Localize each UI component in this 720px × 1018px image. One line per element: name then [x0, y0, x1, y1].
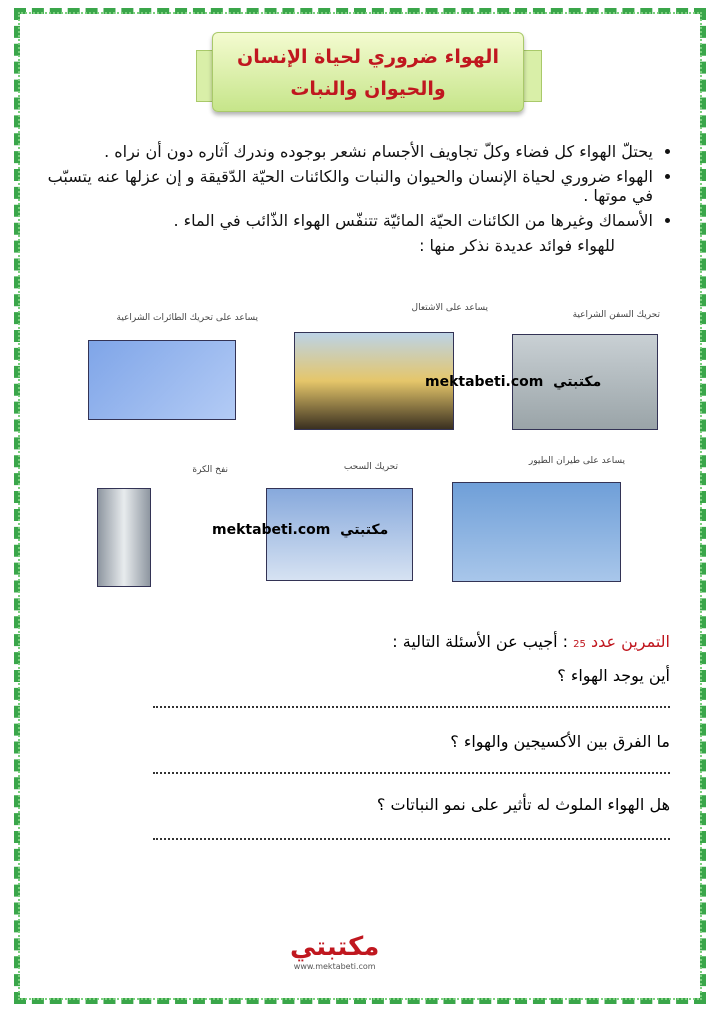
answer-line-1[interactable] [153, 706, 670, 708]
intro-text: للهواء فوائد عديدة نذكر منها : [419, 236, 615, 255]
answer-line-3[interactable] [153, 838, 670, 840]
caption-birds: يساعد على طيران الطيور [528, 456, 625, 466]
caption-sailboat: تحريك السفن الشراعية [572, 310, 660, 320]
mektabeti-logo: مكتبتي www.mektabeti.com [290, 932, 380, 971]
bullet-item: • يحتلّ الهواء كل فضاء وكلّ تجاويف الأجسام نشعر بوجوده وندرك آثاره دون أن نراه . [40, 142, 653, 161]
caption-glider: يساعد على تحريك الطائرات الشراعية [116, 313, 258, 323]
question-1: أين يوجد الهواء ؟ [557, 666, 670, 685]
question-2: ما الفرق بين الأكسيجين والهواء ؟ [450, 732, 670, 751]
hang-glider-image [88, 340, 236, 420]
question-3: هل الهواء الملوث له تأثير على نمو النباتات ؟ [376, 795, 670, 814]
bullet-list [40, 142, 675, 255]
bullet-item: • الهواء ضروري لحياة الإنسان والحيوان والنبات والكائنات الحيّة الدّقيقة و إن عزلها عنه يتسبّب في موتها . [40, 167, 653, 205]
birds-image [452, 482, 621, 582]
title-line-2: والحيوان والنبات [290, 78, 446, 100]
watermark: mektabeti.com مكتبتي [212, 522, 389, 538]
title-line-1: الهواء ضروري لحياة الإنسان [237, 46, 499, 68]
caption-ball: نفخ الكرة [192, 465, 228, 475]
title-banner [212, 32, 524, 112]
answer-line-2[interactable] [153, 772, 670, 774]
bullet-item: • الأسماك وغيرها من الكائنات الحيّة المائيّة تتنفّس الهواء الذّائب في الماء . [40, 211, 653, 230]
caption-clouds: تحريك السحب [343, 462, 398, 472]
caption-fire: يساعد على الاشتعال [411, 303, 488, 313]
exercise-header: التمرين عدد 25 : أجيب عن الأسئلة التالية : [392, 632, 670, 651]
watermark: mektabeti.com مكتبتي [425, 374, 602, 390]
ball-image [97, 488, 151, 587]
